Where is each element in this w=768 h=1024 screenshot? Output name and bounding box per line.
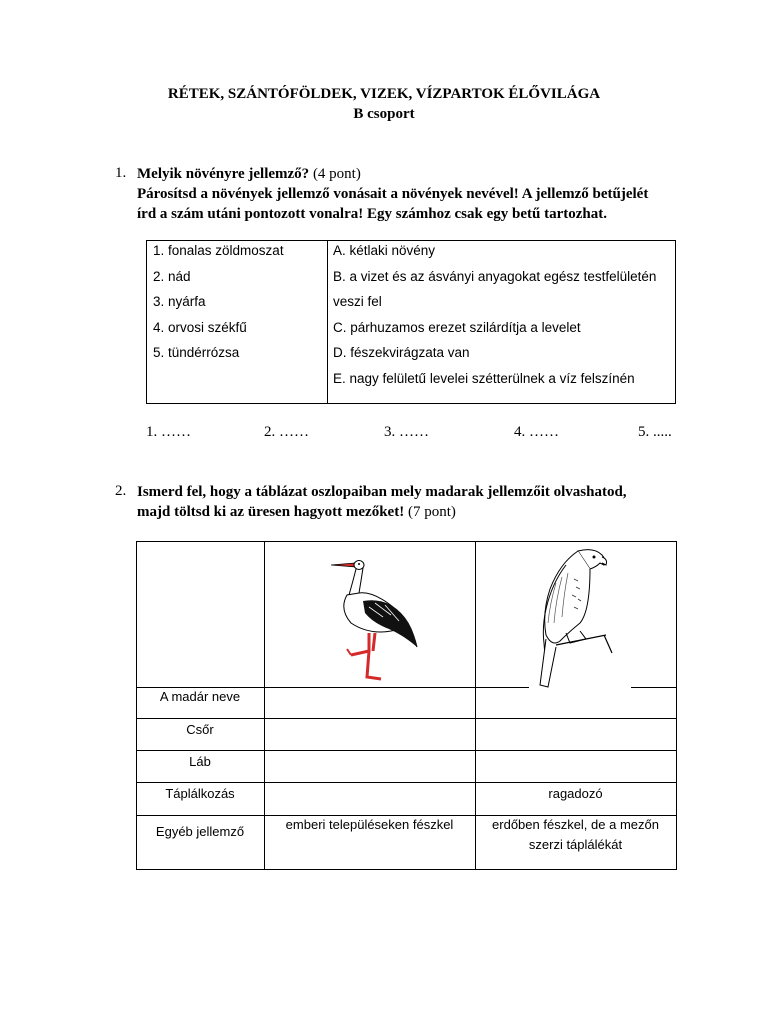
answer-slot-4[interactable]: 4. ……	[514, 424, 559, 440]
table-divider	[327, 241, 328, 403]
plant-list	[153, 238, 284, 366]
answer-cell-feeding-col1[interactable]	[265, 783, 475, 815]
list-item: D. fészekvirágzata van	[333, 345, 470, 360]
table-rule	[676, 541, 677, 870]
answer-cell-name-col1[interactable]	[265, 688, 475, 718]
list-item: 1. fonalas zöldmoszat	[153, 243, 284, 258]
q2-question-text: majd töltsd ki az üresen hagyott mezőket!	[137, 504, 405, 520]
answer-slot-3[interactable]: 3. ……	[384, 424, 429, 440]
list-item: E. nagy felületű levelei szétterülnek a víz felszínén	[333, 370, 635, 386]
table-rule	[136, 541, 677, 542]
q1-number: 1.	[115, 165, 127, 181]
list-item: A. kétlaki növény	[333, 243, 436, 258]
answer-slot-1[interactable]: 1. ……	[146, 424, 191, 440]
page-subtitle: B csoport	[353, 106, 415, 122]
cell-other-col2-line1: erdőben fészkel, de a mezőn	[492, 817, 659, 832]
q1-question	[137, 164, 361, 184]
row-label-name: A madár neve	[159, 689, 241, 704]
row-label-beak: Csőr	[186, 722, 214, 737]
cell-other-col1: emberi településeken fészkel	[285, 817, 454, 832]
answer-cell-beak-col1[interactable]	[265, 719, 475, 750]
q2-number: 2.	[115, 483, 127, 499]
table-rule	[136, 869, 677, 870]
answer-slot-2[interactable]: 2. ……	[264, 424, 309, 440]
row-label-feeding: Táplálkozás	[165, 786, 235, 801]
q2-points: (7 pont)	[407, 504, 456, 520]
list-item: 2. nád	[153, 268, 191, 284]
q2-question-line2	[137, 502, 456, 522]
cell-feeding-col2: ragadozó	[548, 786, 603, 801]
falcon-icon	[516, 543, 636, 693]
q1-instruction-line1: Párosítsd a növények jellemző vonásait a növények nevével! A jellemző betűjelét	[137, 186, 649, 202]
list-item: 5. tündérrózsa	[153, 345, 240, 360]
list-item: C. párhuzamos erezet szilárdítja a levelet	[333, 319, 581, 335]
stork-icon	[329, 551, 429, 683]
list-item: veszi fel	[333, 294, 382, 309]
list-item: B. a vizet és az ásványi anyagokat egész testfelületén	[333, 268, 657, 284]
q1-instruction-line2: írd a szám utáni pontozott vonalra! Egy számhoz csak egy betű tartozhat.	[137, 206, 607, 222]
list-item: 3. nyárfa	[153, 294, 206, 309]
matching-table	[146, 240, 676, 404]
trait-list	[333, 238, 656, 391]
q1-question-text: Melyik növényre jellemző?	[137, 166, 310, 182]
cell-other-col2	[475, 815, 676, 855]
answer-cell-leg-col1[interactable]	[265, 751, 475, 782]
list-item: 4. orvosi székfű	[153, 319, 247, 335]
answer-slot-5[interactable]: 5. .....	[638, 424, 672, 440]
row-label-other: Egyéb jellemző	[155, 824, 245, 839]
page-title: RÉTEK, SZÁNTÓFÖLDEK, VIZEK, VÍZPARTOK ÉLŐVILÁGA	[167, 86, 601, 102]
answer-cell-leg-col2[interactable]	[476, 751, 676, 782]
answer-cell-beak-col2[interactable]	[476, 719, 676, 750]
q1-points: (4 pont)	[312, 166, 361, 182]
answer-cell-name-col2[interactable]	[476, 688, 676, 718]
bird-table	[136, 541, 677, 870]
cell-other-col2-line2: szerzi táplálékát	[528, 837, 623, 852]
row-label-leg: Láb	[189, 754, 211, 769]
q2-question-line1: Ismerd fel, hogy a táblázat oszlopaiban mely madarak jellemzőit olvashatod,	[137, 484, 627, 500]
